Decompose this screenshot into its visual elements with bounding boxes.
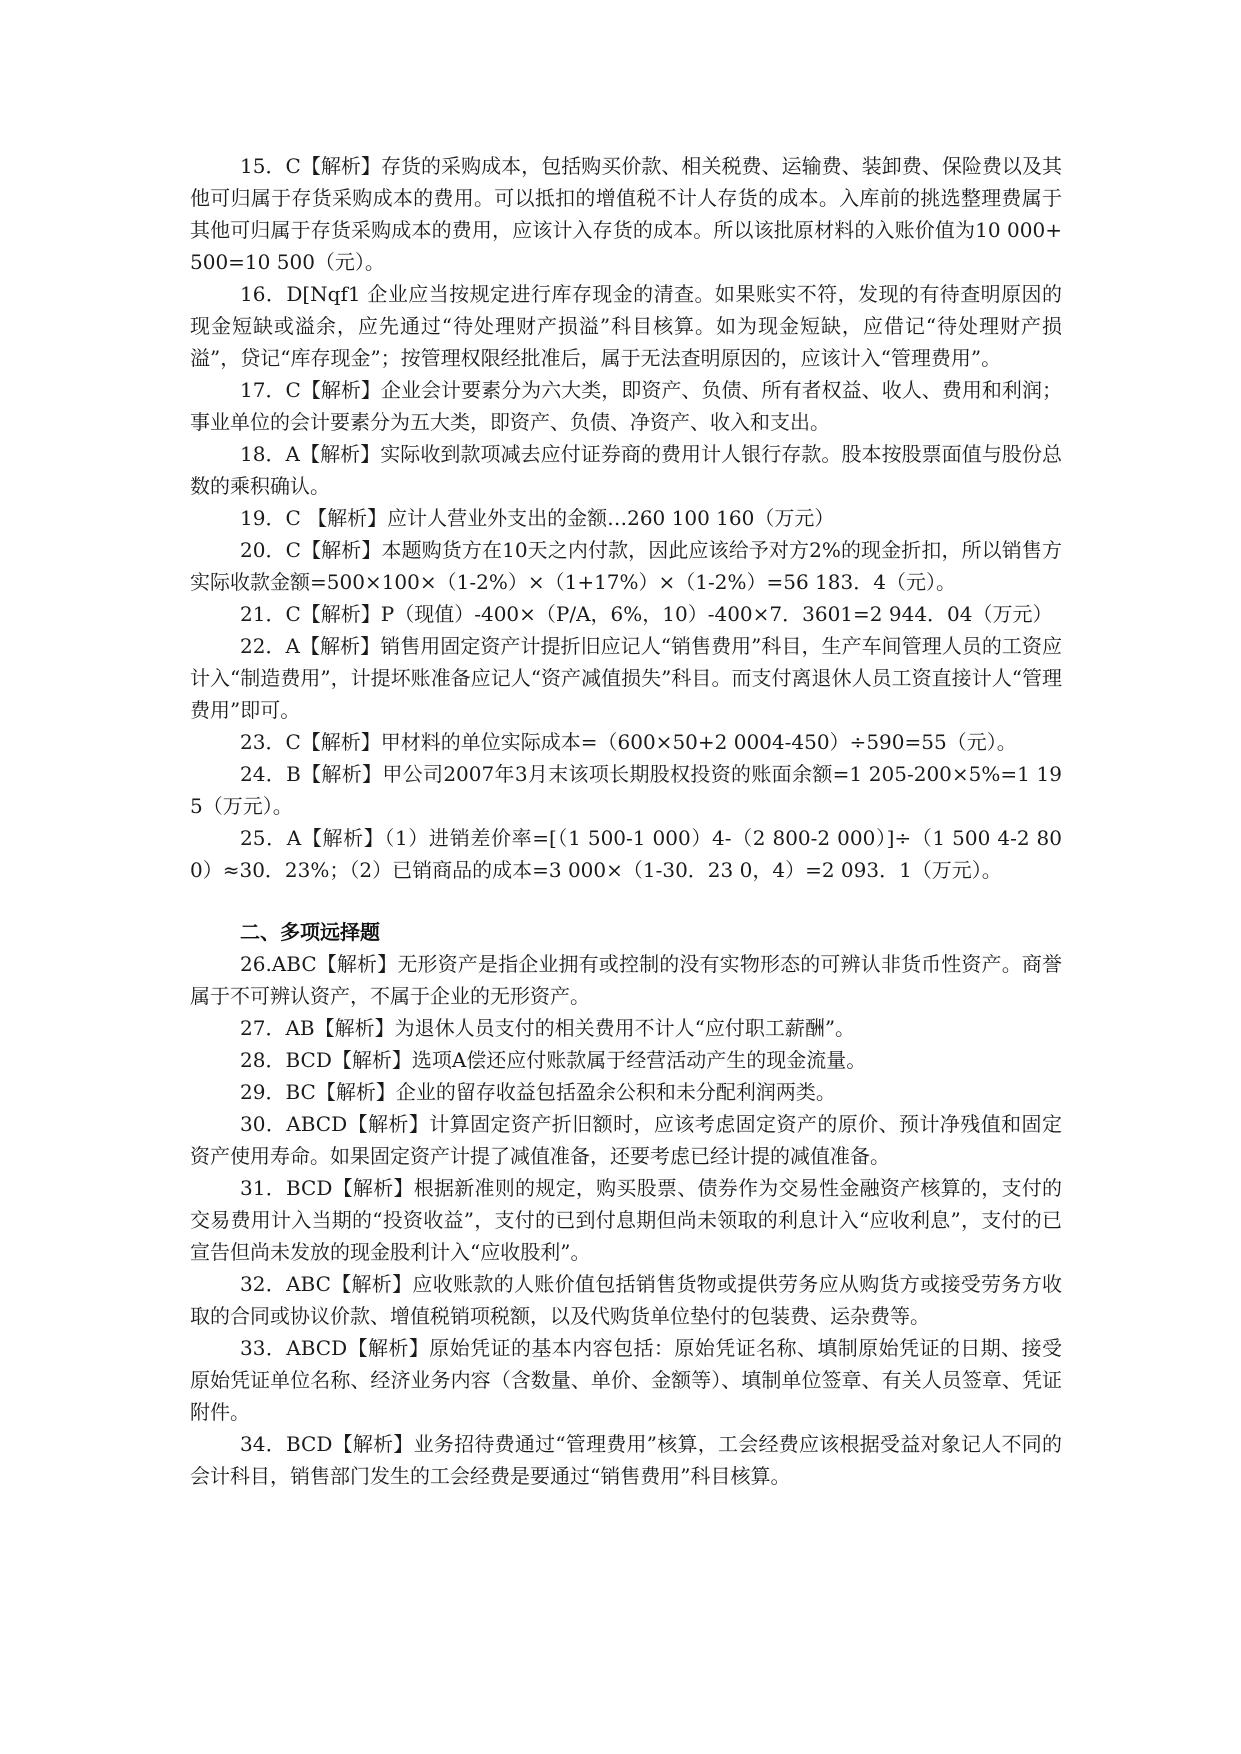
document-body [190, 150, 1062, 1492]
section-heading: 二、多项远择题 [240, 920, 380, 944]
answer-item-33: 33．ABCD【解析】原始凭证的基本内容包括：原始凭证名称、填制原始凭证的日期、接受原始凭证单位名称、经济业务内容（含数量、单价、金额等）、填制单位签章、有关人员签章、凭证附件。 [190, 1336, 1062, 1424]
answer-item-15: 15．C【解析】存货的采购成本，包括购买价款、相关税费、运输费、装卸费、保险费以及其他可归属于存货采购成本的费用。可以抵扣的增值税不计人存货的成本。入库前的挑选整理费属于其他可归属于存货采购成本的费用，应该计入存货的成本。所以该批原材料的入账价值为10 000+500=10 500（元）。 [190, 154, 1062, 274]
answer-item-34: 34．BCD【解析】业务招待费通过“管理费用”核算，工会经费应该根据受益对象记人不同的会计科目，销售部门发生的工会经费是要通过“销售费用”科目核算。 [190, 1432, 1062, 1488]
answer-item-28: 28．BCD【解析】选项A偿还应付账款属于经营活动产生的现金流量。 [240, 1048, 867, 1072]
answer-item-24: 24．B【解析】甲公司2007年3月末该项长期股权投资的账面余额=1 205-200×5%=1 195（万元）。 [190, 762, 1062, 818]
answer-item-21: 21．C【解析】P（现值）-400×（P/A，6%，10）-400×7．3601=2 944．04（万元） [240, 602, 1053, 626]
answer-item-26: 26.ABC【解析】无形资产是指企业拥有或控制的没有实物形态的可辨认非货币性资产。商誉属于不可辨认资产，不属于企业的无形资产。 [190, 952, 1062, 1008]
answer-item-25: 25．A【解析】（1）进销差价率=[（1 500-1 000）4-（2 800-2 000）]÷（1 500 4-2 800）≈30．23%；（2）已销商品的成本=3 000×（1-30．23 0，4）=2 093．1（万元）。 [190, 826, 1062, 882]
answer-item-32: 32．ABC【解析】应收账款的人账价值包括销售货物或提供劳务应从购货方或接受劳务方收取的合同或协议价款、增值税销项税额，以及代购货单位垫付的包装费、运杂费等。 [190, 1272, 1062, 1328]
answer-item-30: 30．ABCD【解析】计算固定资产折旧额时，应该考虑固定资产的原价、预计净残值和固定资产使用寿命。如果固定资产计提了减值准备，还要考虑已经计提的减值准备。 [190, 1112, 1062, 1168]
answer-item-17: 17．C【解析】企业会计要素分为六大类，即资产、负债、所有者权益、收人、费用和利润；事业单位的会计要素分为五大类，即资产、负债、净资产、收入和支出。 [190, 378, 1062, 434]
answer-item-16: 16．D[Nqf1 企业应当按规定进行库存现金的清查。如果账实不符，发现的有待查明原因的现金短缺或溢余，应先通过“待处理财产损溢”科目核算。如为现金短缺，应借记“待处理财产损溢”，贷记“库存现金”；按管理权限经批准后，属于无法查明原因的，应该计入“管理费用”。 [190, 282, 1062, 370]
answer-item-23: 23．C【解析】甲材料的单位实际成本=（600×50+2 0004-450）÷590=55（元）。 [240, 730, 1017, 754]
answer-item-20: 20．C【解析】本题购货方在10天之内付款，因此应该给予对方2%的现金折扣，所以销售方实际收款金额=500×100×（1-2%）×（1+17%）×（1-2%）=56 183．4（元）。 [190, 538, 1062, 594]
answer-item-18: 18．A【解析】实际收到款项减去应付证券商的费用计人银行存款。股本按股票面值与股份总数的乘积确认。 [190, 442, 1062, 498]
answer-item-29: 29．BC【解析】企业的留存收益包括盈余公积和未分配利润两类。 [240, 1080, 836, 1104]
answer-item-22: 22．A【解析】销售用固定资产计提折旧应记人“销售费用”科目，生产车间管理人员的工资应计入“制造费用”，计提坏账准备应记人“资产减值损失”科目。而支付离退休人员工资直接计人“管理费用”即可。 [190, 634, 1062, 722]
answer-item-31: 31．BCD【解析】根据新准则的规定，购买股票、债券作为交易性金融资产核算的，支付的交易费用计入当期的“投资收益”，支付的已到付息期但尚未领取的利息计入“应收利息”，支付的已宣告但尚未发放的现金股利计入“应收股利”。 [190, 1176, 1062, 1264]
answer-item-27: 27．AB【解析】为退休人员支付的相关费用不计人“应付职工薪酬”。 [240, 1016, 856, 1040]
answer-item-19: 19．C 【解析】应计人营业外支出的金额…260 100 160（万元） [240, 506, 835, 530]
